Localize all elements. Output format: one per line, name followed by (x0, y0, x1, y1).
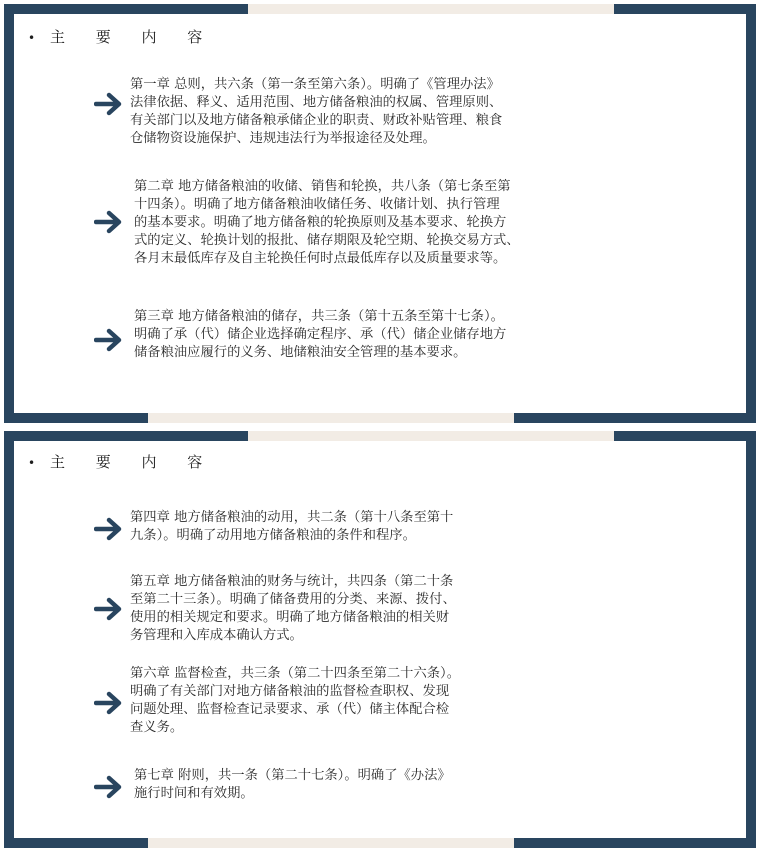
frame-accent-top (248, 4, 614, 14)
item-text: 第二章 地方储备粮油的收储、销售和轮换，共八条（第七条至第 十四条）。明确了地方储备粮油收储任务、收储计划、执行管理 的基本要求。明确了地方储备粮的轮换原则及基本要求、轮换方 式的定义、轮换计划的报批、储存期限及轮空期、轮换交易方式、 各月末最低库存及自主轮换任何时点最低库存以及质量要求等。 (134, 179, 520, 266)
item-text: 第一章 总则，共六条（第一条至第六条）。明确了《管理办法》 法律依据、释义、适用范围、地方储备粮油的权属、管理原则、 有关部门以及地方储备粮承储企业的职责、财政补贴管理、粮食 仓储物资设施保护、违规违法行为举报途径及处理。 (130, 77, 503, 146)
slide-content (14, 441, 746, 838)
item-text: 第六章 监督检查，共三条（第二十四条至第二十六条）。 明确了有关部门对地方储备粮油的监督检查职权、发现 问题处理、监督检查记录要求、承（代）储主体配合检 查义务。 (130, 666, 460, 735)
arrow-right-icon (94, 210, 124, 234)
arrow-right-icon (94, 691, 124, 715)
bullet-dot: • (28, 456, 36, 470)
arrow-right-icon (94, 92, 124, 116)
item-text: 第七章 附则，共一条（第二十七条）。明确了《办法》 施行时间和有效期。 (134, 768, 451, 801)
frame-accent-bottom (148, 413, 514, 423)
slide-heading (28, 26, 212, 47)
arrow-right-icon (94, 775, 124, 799)
item-text: 第五章 地方储备粮油的财务与统计，共四条（第二十条 至第二十三条）。明确了储备费用的分类、来源、拨付、 使用的相关规定和要求。明确了地方储备粮油的相关财 务管理和入库成本确认方式。 (130, 574, 456, 643)
slide-heading (28, 451, 212, 472)
frame-accent-bottom (148, 838, 514, 848)
arrow-right-icon (94, 597, 124, 621)
item-text: 第三章 地方储备粮油的储存，共三条（第十五条至第十七条）。 明确了承（代）储企业选择确定程序、承（代）储企业储存地方 储备粮油应履行的义务、地储粮油安全管理的基本要求。 (134, 309, 507, 360)
arrow-right-icon (94, 517, 124, 541)
arrow-right-icon (94, 328, 124, 352)
heading-text: 主 要 内 容 (50, 28, 213, 46)
heading-text: 主 要 内 容 (50, 453, 213, 471)
slide-content (14, 14, 746, 413)
frame-accent-top (248, 431, 614, 441)
item-text: 第四章 地方储备粮油的动用，共二条（第十八条至第十 九条）。明确了动用地方储备粮油的条件和程序。 (130, 510, 454, 543)
bullet-dot: • (28, 31, 36, 45)
slide-2 (0, 427, 760, 852)
